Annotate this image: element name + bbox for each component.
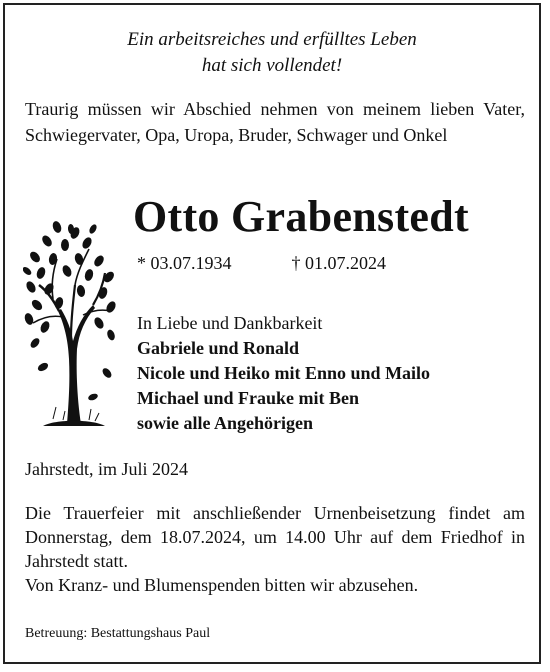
birth-date: * 03.07.1934 xyxy=(137,253,232,273)
service-info xyxy=(25,501,525,597)
mourners-block xyxy=(137,311,430,436)
mourner-line: Nicole und Heiko mit Enno und Mailo xyxy=(137,363,431,383)
motto-line-2: hat sich vollendet! xyxy=(201,55,343,76)
intro-text: Traurig müssen wir Abschied nehmen von meinem lieben Vater, Schwiegervater, Opa, Uropa, Bruder, Schwager und Onkel xyxy=(25,99,525,145)
death-date: † 01.07.2024 xyxy=(291,253,386,273)
motto xyxy=(5,27,539,79)
motto-line-1: Ein arbeitsreiches und erfülltes Leben xyxy=(127,29,417,50)
flowers-note: Von Kranz- und Blumenspenden bitten wir abzusehen. xyxy=(25,575,419,595)
obituary-card xyxy=(3,3,541,664)
deceased-name: Otto Grabenstedt xyxy=(133,192,469,241)
mourner-line: Gabriele und Ronald xyxy=(137,338,300,358)
life-dates xyxy=(137,253,386,274)
closing-phrase: In Liebe und Dankbarkeit xyxy=(137,313,323,333)
care-note: Betreuung: Bestattungshaus Paul xyxy=(25,626,211,641)
mourner-line: Michael und Frauke mit Ben xyxy=(137,388,360,408)
tree-icon xyxy=(23,219,118,434)
mourner-line: sowie alle Angehörigen xyxy=(137,413,313,433)
service-text: Die Trauerfeier mit anschließender Urnenbeisetzung findet am Donnerstag, dem 18.07.2024, um 14.00 Uhr auf dem Friedhof in Jahrstedt statt. xyxy=(25,503,525,571)
place-date: Jahrstedt, im Juli 2024 xyxy=(25,459,188,479)
